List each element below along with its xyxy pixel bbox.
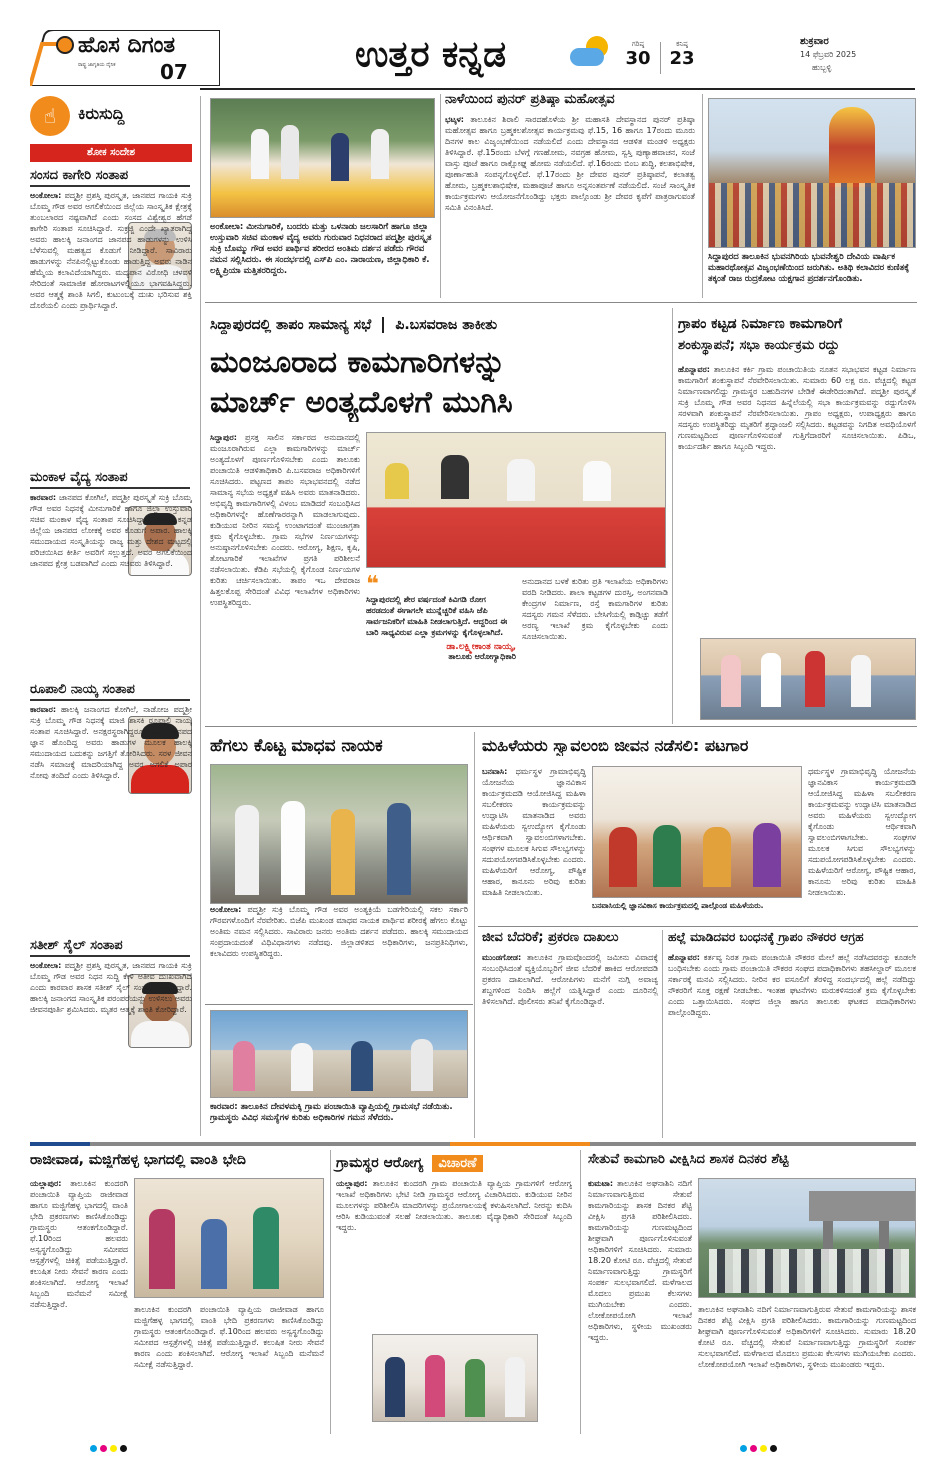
bottom-strip-bar: [30, 1142, 916, 1146]
women-dateline: ಬನವಾಸಿ:: [482, 767, 508, 776]
obituary-dateline-4: ಅಂಕೋಲಾ:: [30, 961, 62, 970]
assault-dateline: ಹೊನ್ನಾವರ:: [668, 953, 700, 962]
lead-headline-2: ಮಾರ್ಚ್ ಅಂತ್ಯದೊಳಗೆ ಮುಗಿಸಿ: [210, 385, 513, 420]
grapam-headline-2: ಶಂಕುಸ್ಥಾಪನೆ; ಸಭಾ ಕಾರ್ಯಕ್ರಮ ರದ್ದು: [678, 338, 840, 353]
story-title-festival: ನಾಳೆಯಿಂದ ಪುನರ್ ಪ್ರತಿಷ್ಠಾ ಮಹೋತ್ಸವ: [445, 92, 615, 107]
assault-title: ಹಲ್ಲೆ ಮಾಡಿದವರ ಬಂಧನಕ್ಕೆ ಗ್ರಾಪಂ ನೌಕರರ ಆಗ್ರಹ: [668, 930, 864, 944]
assault-text: [668, 952, 916, 1138]
gramsabha-rule: [205, 1004, 473, 1005]
brand-block: [30, 30, 220, 86]
threat-title: ಜೀವ ಬೆದರಿಕೆ; ಪ್ರಕರಣ ದಾಖಲು: [482, 930, 619, 945]
bottom-col1-text-b: [134, 1304, 324, 1432]
assault-body: ಕರ್ತವ್ಯ ನಿರತ ಗ್ರಾಮ ಪಂಚಾಯಿತಿ ನೌಕರರ ಮೇಲೆ ಹಲ್ಲೆ ನಡೆಸಿದವರನ್ನು ಕೂಡಲೇ ಬಂಧಿಸಬೇಕು ಎಂದು ಗ್ರಾಮ ಪಂಚಾಯಿತಿ ನೌಕರರ ಸಂಘದ ಪದಾಧಿಕಾರಿಗಳು ತಹಸೀಲ್ದಾರ್ ಮೂಲಕ ಸರ್ಕಾರಕ್ಕೆ ಮನವಿ ಸಲ್ಲಿಸಿದರು. ನೀರಿನ ಕರ ವಸೂಲಿಗೆ ತೆರಳಿದ್ದ ಸಂದರ್ಭದಲ್ಲಿ ಹಲ್ಲೆ ನಡೆದಿದ್ದು ನೌಕರರಿಗೆ ಸೂಕ್ತ ರಕ್ಷಣೆ ನೀಡಬೇಕು. ಇಂತಹ ಘಟನೆಗಳು ಮರುಕಳಿಸದಂತೆ ಕ್ರಮ ಕೈಗೊಳ್ಳಬೇಕು ಎಂದು ಒತ್ತಾಯಿಸಿದರು. ಸಂಘದ ಜಿಲ್ಲಾ ಹಾಗೂ ತಾಲೂಕು ಘಟಕದ ಪದಾಧಿಕಾರಿಗಳು ಪಾಲ್ಗೊಂಡಿದ್ದರು.: [668, 953, 916, 1017]
bottom-col3-body-cont: ತಾಲೂಕಿನ ಅಘನಾಶಿನಿ ನದಿಗೆ ನಿರ್ಮಾಣವಾಗುತ್ತಿರುವ ಸೇತುವೆ ಕಾಮಗಾರಿಯನ್ನು ಶಾಸಕ ದಿನಕರ ಶೆಟ್ಟಿ ವೀಕ್ಷಿಸಿ ಪ್ರಗತಿ ಪರಿಶೀಲಿಸಿದರು. ಕಾಮಗಾರಿಯನ್ನು ಗುಣಮಟ್ಟದಿಂದ ಶೀಘ್ರವಾಗಿ ಪೂರ್ಣಗೊಳಿಸುವಂತೆ ಅಧಿಕಾರಿಗಳಿಗೆ ಸೂಚಿಸಿದರು. ಸುಮಾರು 18.20 ಕೋಟಿ ರೂ. ವೆಚ್ಚದಲ್ಲಿ ಸೇತುವೆ ನಿರ್ಮಾಣವಾಗುತ್ತಿದ್ದು ಗ್ರಾಮಸ್ಥರಿಗೆ ಸಂಪರ್ಕ ಸುಲಭವಾಗಲಿದೆ. ಮಳೆಗಾಲದ ಮೊದಲು ಪ್ರಮುಖ ಕೆಲಸಗಳು ಮುಗಿಯಬೇಕು ಎಂದರು. ಲೋಕೋಪಯೋಗಿ ಇಲಾಖೆ ಅಧಿಕಾರಿಗಳು, ಸ್ಥಳೀಯ ಮುಖಂಡರು ಇದ್ದರು.: [698, 1305, 916, 1369]
tribute-photo: [210, 98, 435, 218]
health-visit-photo: [372, 1334, 538, 1422]
mid-rule: [205, 726, 917, 727]
obituary-dateline-3: ಕಾರವಾರ:: [30, 705, 57, 714]
bottom-col3-text: [588, 1178, 692, 1432]
women-body: ಧರ್ಮಸ್ಥಳ ಗ್ರಾಮಾಭಿವೃದ್ಧಿ ಯೋಜನೆಯ ಜ್ಞಾನವಿಕಾಸ ಕಾರ್ಯಕ್ರಮದಡಿ ಆಯೋಜಿಸಿದ್ದ ಮಹಿಳಾ ಸಬಲೀಕರಣ ಕಾರ್ಯಕ್ರಮವನ್ನು ಉದ್ಘಾಟಿಸಿ ಮಾತನಾಡಿದ ಅವರು ಮಹಿಳೆಯರು ಸ್ವಉದ್ಯೋಗ ಕೈಗೊಂಡು ಆರ್ಥಿಕವಾಗಿ ಸ್ವಾವಲಂಬಿಗಳಾಗಬೇಕು. ಸಂಘಗಳ ಮೂಲಕ ಸಿಗುವ ಸೌಲಭ್ಯಗಳನ್ನು ಸದುಪಯೋಗಪಡಿಸಿಕೊಳ್ಳಬೇಕು ಎಂದರು. ಮಹಿಳೆಯರಿಗೆ ಆರೋಗ್ಯ, ಪೌಷ್ಟಿಕ ಆಹಾರ, ಕಾನೂನು ಅರಿವು ಕುರಿತು ಮಾಹಿತಿ ನೀಡಲಾಯಿತು.: [482, 767, 586, 897]
funeral-photo: [210, 764, 468, 904]
threat-dateline: ಮುಂಡಗೋಡ:: [482, 953, 522, 962]
madhava-dateline: ಅಂಕೋಲಾ:: [210, 905, 242, 914]
grapam-body: ತಾಲೂಕಿನ ಕರ್ಕಿ ಗ್ರಾಮ ಪಂಚಾಯಿತಿಯ ನೂತನ ಸಭಾಭವನ ಕಟ್ಟಡ ನಿರ್ಮಾಣ ಕಾಮಗಾರಿಗೆ ಶಂಕುಸ್ಥಾಪನೆ ನೆರವೇರಿಸಲಾಯಿತು. ಸುಮಾರು 60 ಲಕ್ಷ ರೂ. ವೆಚ್ಚದಲ್ಲಿ ಕಟ್ಟಡ ನಿರ್ಮಾಣವಾಗಲಿದ್ದು ಗ್ರಾಮಸ್ಥರ ಬಹುದಿನಗಳ ಬೇಡಿಕೆ ಈಡೇರಿದಂತಾಗಿದೆ. ಪದ್ಮಶ್ರೀ ಪುರಸ್ಕೃತೆ ಸುಕ್ರಿ ಬೊಮ್ಮ ಗೌಡ ಅವರ ನಿಧನದ ಹಿನ್ನೆಲೆಯಲ್ಲಿ ಸಭಾ ಕಾರ್ಯಕ್ರಮವನ್ನು ರದ್ದುಗೊಳಿಸಿ ಸರಳವಾಗಿ ಶಂಕುಸ್ಥಾಪನೆ ನೆರವೇರಿಸಲಾಯಿತು. ಗ್ರಾಪಂ ಅಧ್ಯಕ್ಷರು, ಉಪಾಧ್ಯಕ್ಷರು ಹಾಗೂ ಸದಸ್ಯರು ಉಪಸ್ಥಿತರಿದ್ದು ಮೃತರಿಗೆ ಶ್ರದ್ಧಾಂಜಲಿ ಸಲ್ಲಿಸಿದರು. ಕಟ್ಟಡವನ್ನು ನಿಗದಿತ ಅವಧಿಯೊಳಗೆ ಗುಣಮಟ್ಟದಿಂದ ಪೂರ್ಣಗೊಳಿಸುವಂತೆ ಗುತ್ತಿಗೆದಾರರಿಗೆ ಸೂಚಿಸಲಾಯಿತು. ಪಿಡಿಒ, ಕಾರ್ಯದರ್ಶಿ ಹಾಗೂ ಸಿಬ್ಬಂದಿ ಇದ್ದರು.: [678, 365, 916, 451]
min-temp-block: [664, 40, 700, 76]
madhava-text: [210, 904, 468, 1000]
gramsabha-caption: ಕಾರವಾರ: ತಾಲೂಕಿನ ದೇವಳಮಕ್ಕಿ ಗ್ರಾಮ ಪಂಚಾಯಿತಿ ವ್ಯಾಪ್ತಿಯಲ್ಲಿ ಗ್ರಾಮಸಭೆ ನಡೆಯಿತು. ಗ್ರಾಮಸ್ಥರು ವಿವಿಧ ಸಮಸ್ಯೆಗಳ ಕುರಿತು ಅಧಿಕಾರಿಗಳ ಗಮನ ಸೆಳೆದರು.: [210, 1102, 453, 1123]
bottom-divider-2: [580, 1150, 581, 1434]
top-row-rule: [205, 302, 917, 303]
obituary-dateline-1: ಅಂಕೋಲಾ:: [30, 191, 62, 200]
bottom-col3-dateline: ಕುಮಟಾ:: [588, 1179, 614, 1188]
date-block: [800, 36, 915, 73]
bottom-col2-title: ಗ್ರಾಮಸ್ಥರ ಆರೋಗ್ಯ: [336, 1155, 424, 1171]
hand-icon: ☝: [30, 96, 70, 136]
foundation-photo: [700, 638, 916, 720]
lead-kicker-right: ಪಿ.ಬಸವರಾಜ ತಾಕೀತು: [395, 317, 498, 333]
obituary-title-3: ರೂಪಾಲಿ ನಾಯ್ಕ ಸಂತಾಪ: [30, 682, 190, 701]
madhava-body: ಪದ್ಮಶ್ರೀ ಸುಕ್ರಿ ಬೊಮ್ಮ ಗೌಡ ಅವರ ಅಂತ್ಯಕ್ರಿಯೆ ಬಡಗೇರಿಯಲ್ಲಿ ಸಕಲ ಸರ್ಕಾರಿ ಗೌರವಗಳೊಂದಿಗೆ ನೆರವೇರಿತು. ಬಿಜೆಪಿ ಮುಖಂಡ ಮಾಧವ ನಾಯಕ ಪಾರ್ಥಿವ ಶರೀರಕ್ಕೆ ಹೆಗಲು ಕೊಟ್ಟು ಅಂತಿಮ ನಮನ ಸಲ್ಲಿಸಿದರು. ಸಾವಿರಾರು ಜನರು ಅಂತಿಮ ದರ್ಶನ ಪಡೆದರು. ಹಾಲಕ್ಕಿ ಸಮುದಾಯದ ಸಂಪ್ರದಾಯದಂತೆ ವಿಧಿವಿಧಾನಗಳು ನಡೆದವು. ಜಿಲ್ಲಾಡಳಿತದ ಅಧಿಕಾರಿಗಳು, ಜನಪ್ರತಿನಿಧಿಗಳು, ಕಲಾವಿದರು ಉಪಸ್ಥಿತರಿದ್ದರು.: [210, 905, 468, 958]
women-photo: [592, 766, 802, 898]
temp-divider: [660, 42, 661, 74]
threat-divider: [662, 930, 663, 1138]
quote-box: [366, 572, 516, 718]
kicker-separator: [382, 317, 384, 333]
obituary-title-4: ಸತೀಶ್ ಸೈಲ್ ಸಂತಾಪ: [30, 938, 190, 957]
sidebar-header: [30, 96, 192, 140]
weather-icon: [570, 36, 612, 70]
lead-divider: [672, 308, 673, 724]
page-number: 07: [160, 60, 188, 84]
city: ಹುಬ್ಬಳ್ಳಿ: [812, 63, 832, 72]
brand-name: ಹೊಸ ದಿಗಂತ: [78, 33, 176, 58]
max-temp-label: ಗರಿಷ್ಠ: [631, 40, 645, 48]
threat-body: ತಾಲೂಕಿನ ಗ್ರಾಮವೊಂದರಲ್ಲಿ ಜಮೀನು ವಿವಾದಕ್ಕೆ ಸಂಬಂಧಿಸಿದಂತೆ ವ್ಯಕ್ತಿಯೊಬ್ಬರಿಗೆ ಜೀವ ಬೆದರಿಕೆ ಹಾಕಿದ ಆರೋಪದಡಿ ಪ್ರಕರಣ ದಾಖಲಾಗಿದೆ. ಆರೋಪಿಗಳು ಮನೆಗೆ ನುಗ್ಗಿ ಅವಾಚ್ಯ ಶಬ್ದಗಳಿಂದ ನಿಂದಿಸಿ ಹಲ್ಲೆಗೆ ಯತ್ನಿಸಿದ್ದಾರೆ ಎಂದು ದೂರಿನಲ್ಲಿ ತಿಳಿಸಲಾಗಿದೆ. ಪೊಲೀಸರು ತನಿಖೆ ಕೈಗೊಂಡಿದ್ದಾರೆ.: [482, 953, 658, 1006]
bottom-col1-text: [30, 1178, 128, 1432]
obituary-text-4: [30, 960, 192, 1136]
bottom-col1-body: ತಾಲೂಕಿನ ಕುಂದರಗಿ ಪಂಚಾಯಿತಿ ವ್ಯಾಪ್ತಿಯ ರಾಜೀವಾಡ ಹಾಗೂ ಮಜ್ಜಿಗೆಹಳ್ಳ ಭಾಗದಲ್ಲಿ ವಾಂತಿ ಭೇದಿ ಪ್ರಕರಣಗಳು ಕಾಣಿಸಿಕೊಂಡಿದ್ದು ಗ್ರಾಮಸ್ಥರು ಆತಂಕಗೊಂಡಿದ್ದಾರೆ. ಫೆ.10ರಿಂದ ಹಲವರು ಅಸ್ವಸ್ಥಗೊಂಡಿದ್ದು ಸಮೀಪದ ಆಸ್ಪತ್ರೆಗಳಲ್ಲಿ ಚಿಕಿತ್ಸೆ ಪಡೆಯುತ್ತಿದ್ದಾರೆ. ಕಲುಷಿತ ನೀರು ಸೇವನೆ ಕಾರಣ ಎಂದು ಶಂಕಿಸಲಾಗಿದೆ. ಆರೋಗ್ಯ ಇಲಾಖೆ ಸಿಬ್ಬಂದಿ ಮನೆಮನೆ ಸಮೀಕ್ಷೆ ನಡೆಸುತ್ತಿದ್ದಾರೆ.: [30, 1179, 128, 1309]
sidebar-section-title: ಕಿರುಸುದ್ದಿ: [78, 104, 125, 123]
madhava-title: ಹೆಗಲು ಕೊಟ್ಟ ಮಾಧವ ನಾಯಕ: [210, 736, 383, 756]
obituary-title-1: ಸಂಸದ ಕಾಗೇರಿ ಸಂತಾಪ: [30, 168, 190, 187]
obituary-body-1: ಪದ್ಮಶ್ರೀ ಪ್ರಶಸ್ತಿ ಪುರಸ್ಕೃತ, ಜಾನಪದ ಗಾಯಕಿ ಸುಕ್ರಿ ಬೊಮ್ಮ ಗೌಡ ಅವರ ಅಗಲಿಕೆಯಿಂದ ಜಿಲ್ಲೆಯ ಸಾಂಸ್ಕೃತಿಕ ಕ್ಷೇತ್ರಕ್ಕೆ ತುಂಬಲಾರದ ನಷ್ಟವಾಗಿದೆ ಎಂದು ಸಂಸದ ವಿಶ್ವೇಶ್ವರ ಹೆಗಡೆ ಕಾಗೇರಿ ಸಂತಾಪ ಸೂಚಿಸಿದ್ದಾರೆ. ಸುಕ್ರಜ್ಜಿ ಎಂದೇ ಖ್ಯಾತರಾಗಿದ್ದ ಅವರು ಹಾಲಕ್ಕಿ ಜನಾಂಗದ ಜಾನಪದ ಹಾಡುಗಳನ್ನು ಉಳಿಸಿ ಬೆಳೆಸುವಲ್ಲಿ ಮಹತ್ವದ ಕೊಡುಗೆ ನೀಡಿದ್ದಾರೆ. ಸಾವಿರಾರು ಹಾಡುಗಳನ್ನು ನೆನಪಿನಲ್ಲಿಟ್ಟುಕೊಂಡು ಹಾಡುತ್ತಿದ್ದ ಅವರು ನಾಡಿನ ಹೆಮ್ಮೆಯ ಕಲಾವಿದೆಯಾಗಿದ್ದರು. ಮದ್ಯಪಾನ ವಿರೋಧಿ ಚಳವಳಿ ಸೇರಿದಂತೆ ಸಾಮಾಜಿಕ ಹೋರಾಟಗಳಲ್ಲಿಯೂ ಭಾಗವಹಿಸಿದ್ದರು. ಅವರ ಆತ್ಮಕ್ಕೆ ಶಾಂತಿ ಸಿಗಲಿ, ಕುಟುಂಬಕ್ಕೆ ದುಃಖ ಭರಿಸುವ ಶಕ್ತಿ ದೊರೆಯಲಿ ಎಂದು ಪ್ರಾರ್ಥಿಸಿದ್ದಾರೆ.: [30, 191, 192, 310]
bottom-col2-text: [336, 1178, 572, 1328]
lead-text-col3: [522, 576, 668, 718]
quote-text: ಸಿದ್ದಾಪುರದಲ್ಲಿ ಶೇರ ವರ್ಷದಂತೆ ಕಿವಿಗಡಿ ರೋಗ ಹರಡದಂತೆ ಈಗಾಗಲೇ ಮುನ್ನೆಚ್ಚರಿಕೆ ವಹಿಸಿ ಜೆಪಿ ಸಾರ್ವಜನಿಕರಿಗೆ ಮಾಹಿತಿ ನೀಡಲಾಗುತ್ತಿದೆ. ಆದ್ದರಿಂದ ಈ ಬಾರಿ ಸಾಧ್ಯವಿರುವ ಎಲ್ಲಾ ಕ್ರಮಗಳನ್ನು ಕೈಗೊಳ್ಳಲಾಗಿದೆ.: [366, 595, 508, 637]
bottom-col1-title: ರಾಜೀವಾಡ, ಮಜ್ಜಿಗೆಹಳ್ಳ ಭಾಗದಲ್ಲಿ ವಾಂತಿ ಭೇದಿ: [30, 1152, 246, 1168]
bottom-col2-dateline: ಯಲ್ಲಾಪುರ:: [336, 1179, 368, 1188]
lead-body-2: ಅನುದಾನದ ಬಳಕೆ ಕುರಿತು ಪ್ರತಿ ಇಲಾಖೆಯ ಅಧಿಕಾರಿಗಳು ವರದಿ ನೀಡಿದರು. ಶಾಲಾ ಕಟ್ಟಡಗಳ ದುರಸ್ತಿ, ಅಂಗನವಾಡಿ ಕೇಂದ್ರಗಳ ನಿರ್ಮಾಣ, ರಸ್ತೆ ಕಾಮಗಾರಿಗಳ ಕುರಿತು ಸದಸ್ಯರು ಗಮನ ಸೆಳೆದರು. ಬೇಸಿಗೆಯಲ್ಲಿ ಕಾಡ್ಗಿಚ್ಚು ತಡೆಗೆ ಅರಣ್ಯ ಇಲಾಖೆ ಕ್ರಮ ಕೈಗೊಳ್ಳಬೇಕು ಎಂದು ಸೂಚಿಸಲಾಯಿತು.: [522, 577, 668, 641]
edition-title: ಉತ್ತರ ಕನ್ನಡ: [355, 34, 507, 75]
date: 14 ಫೆಬ್ರವರಿ 2025: [800, 50, 857, 59]
max-temp-value: 30: [625, 48, 651, 69]
quote-icon: ❝: [366, 572, 379, 597]
top-divider-2: [702, 94, 703, 298]
women-title: ಮಹಿಳೆಯರು ಸ್ವಾವಲಂಬಿ ಜೀವನ ನಡೆಸಲಿ: ಪಟಗಾರ: [482, 736, 749, 755]
threat-text: [482, 952, 658, 1138]
obituary-text-1: [30, 190, 192, 468]
chariot-caption: ಸಿದ್ದಾಪುರದ ತಾಲೂಕಿನ ಭುವನಗಿರಿಯ ಭುವನೇಶ್ವರಿ ದೇವಿಯ ವಾರ್ಷಿಕ ಮಹಾರಥೋತ್ಸವ ವಿಜೃಂಭಣೆಯಿಂದ ಜರುಗಿತು. ಅತಿಥಿ ಕಲಾವಿದರ ಕುಣಿತಕ್ಕೆ ತಕ್ಕಂತೆ ರಾಜ ರುದ್ರಕೋಟ ಯಕ್ಷಗಾನ ಪ್ರದರ್ಶನಗೊಂಡಿತು.: [708, 252, 910, 284]
bottom-col1-dateline: ಯಲ್ಲಾಪುರ:: [30, 1179, 62, 1188]
obituary-body-2: ಜಾನಪದ ಕೋಗಿಲೆ, ಪದ್ಮಶ್ರೀ ಪುರಸ್ಕೃತೆ ಸುಕ್ರಿ ಬೊಮ್ಮ ಗೌಡ ಅವರ ನಿಧನಕ್ಕೆ ಮೀನುಗಾರಿಕೆ ಹಾಗೂ ಜಿಲ್ಲಾ ಉಸ್ತುವಾರಿ ಸಚಿವ ಮಂಕಾಳ ವೈದ್ಯ ಸಂತಾಪ ಸೂಚಿಸಿದ್ದಾರೆ. ಉತ್ತರ ಕನ್ನಡ ಜಿಲ್ಲೆಯ ಜಾನಪದ ಲೋಕಕ್ಕೆ ಅವರ ಕೊಡುಗೆ ಅಪಾರ. ಹಾಲಕ್ಕಿ ಸಮುದಾಯದ ಸಂಸ್ಕೃತಿಯನ್ನು ರಾಜ್ಯ ಮತ್ತು ದೇಶದ ಮಟ್ಟದಲ್ಲಿ ಪರಿಚಯಿಸಿದ ಕೀರ್ತಿ ಅವರಿಗೆ ಸಲ್ಲುತ್ತದೆ. ಅವರ ಅಗಲಿಕೆಯಿಂದ ಜಾನಪದ ಕ್ಷೇತ್ರ ಬಡವಾಗಿದೆ ಎಂದು ಸಚಿವರು ತಿಳಿಸಿದ್ದಾರೆ.: [30, 493, 192, 568]
masthead-rule: [200, 88, 915, 90]
meeting-photo: [366, 432, 666, 568]
bottom-divider-1: [330, 1150, 331, 1434]
weekday: ಶುಕ್ರವಾರ: [800, 36, 829, 47]
gramsabha-photo: [210, 1010, 468, 1098]
obituary-text-3: [30, 704, 192, 936]
festival-dateline: ಭಟ್ಕಳ:: [445, 115, 464, 124]
lead-headline-1: ಮಂಜೂರಾದ ಕಾಮಗಾರಿಗಳನ್ನು: [210, 345, 506, 380]
bottom-col2-header: [336, 1152, 576, 1174]
madhava-divider: [474, 732, 475, 1138]
max-temp-block: [620, 40, 656, 76]
tribute-caption: ಅಂಕೋಲಾ: ಮೀನುಗಾರಿಕೆ, ಬಂದರು ಮತ್ತು ಒಳನಾಡು ಜಲಸಾರಿಗೆ ಹಾಗೂ ಜಿಲ್ಲಾ ಉಸ್ತುವಾರಿ ಸಚಿವ ಮಂಕಾಳ ವೈದ್ಯ ಅವರು ಗುರುವಾರ ನಿಧನರಾದ ಪದ್ಮಶ್ರೀ ಪುರಸ್ಕೃತ ಸುಕ್ರಿ ಬೊಮ್ಮು ಗೌಡ ಅವರ ಪಾರ್ಥಿವ ಶರೀರದ ಅಂತಿಮ ದರ್ಶನ ಪಡೆದು ಗೌರವ ನಮನ ಸಲ್ಲಿಸಿದರು. ಈ ಸಂದರ್ಭದಲ್ಲಿ ಎಸ್‌ಪಿ ಎಂ. ನಾರಾಯಣ, ಜಿಲ್ಲಾಧಿಕಾರಿ ಕೆ. ಲಕ್ಷ್ಮಿಪ್ರಿಯಾ ಮತ್ತಿತರರಿದ್ದರು.: [210, 222, 432, 276]
obituary-dateline-2: ಕಾರವಾರ:: [30, 493, 57, 502]
bridge-photo: [698, 1178, 916, 1298]
bottom-col3-body: ತಾಲೂಕಿನ ಅಘನಾಶಿನಿ ನದಿಗೆ ನಿರ್ಮಾಣವಾಗುತ್ತಿರುವ ಸೇತುವೆ ಕಾಮಗಾರಿಯನ್ನು ಶಾಸಕ ದಿನಕರ ಶೆಟ್ಟಿ ವೀಕ್ಷಿಸಿ ಪ್ರಗತಿ ಪರಿಶೀಲಿಸಿದರು. ಕಾಮಗಾರಿಯನ್ನು ಗುಣಮಟ್ಟದಿಂದ ಶೀಘ್ರವಾಗಿ ಪೂರ್ಣಗೊಳಿಸುವಂತೆ ಅಧಿಕಾರಿಗಳಿಗೆ ಸೂಚಿಸಿದರು. ಸುಮಾರು 18.20 ಕೋಟಿ ರೂ. ವೆಚ್ಚದಲ್ಲಿ ಸೇತುವೆ ನಿರ್ಮಾಣವಾಗುತ್ತಿದ್ದು ಗ್ರಾಮಸ್ಥರಿಗೆ ಸಂಪರ್ಕ ಸುಲಭವಾಗಲಿದೆ. ಮಳೆಗಾಲದ ಮೊದಲು ಪ್ರಮುಖ ಕೆಲಸಗಳು ಮುಗಿಯಬೇಕು ಎಂದರು. ಲೋಕೋಪಯೋಗಿ ಇಲಾಖೆ ಅಧಿಕಾರಿಗಳು, ಸ್ಥಳೀಯ ಮುಖಂಡರು ಇದ್ದರು.: [588, 1179, 692, 1342]
obituary-text-2: [30, 492, 192, 678]
bottom-col3-text-b: [698, 1304, 916, 1432]
min-temp-value: 23: [669, 48, 695, 69]
lead-kicker-left: ಸಿದ್ದಾಪುರದಲ್ಲಿ ತಾಪಂ ಸಾಮಾನ್ಯ ಸಭೆ: [210, 317, 372, 333]
sidebar-divider: [200, 96, 201, 1136]
bottom-col2-tag: ವಿಚಾರಣೆ: [432, 1155, 482, 1172]
bottom-col2-body: ತಾಲೂಕಿನ ಕುಂದರಗಿ ಗ್ರಾಮ ಪಂಚಾಯಿತಿ ವ್ಯಾಪ್ತಿಯ ಗ್ರಾಮಗಳಿಗೆ ಆರೋಗ್ಯ ಇಲಾಖೆ ಅಧಿಕಾರಿಗಳು ಭೇಟಿ ನೀಡಿ ಗ್ರಾಮಸ್ಥರ ಆರೋಗ್ಯ ವಿಚಾರಿಸಿದರು. ಕುಡಿಯುವ ನೀರಿನ ಮೂಲಗಳನ್ನು ಪರಿಶೀಲಿಸಿ ಮಾದರಿಗಳನ್ನು ಪ್ರಯೋಗಾಲಯಕ್ಕೆ ಕಳುಹಿಸಲಾಗಿದೆ. ನೀರನ್ನು ಕುದಿಸಿ ಆರಿಸಿ ಕುಡಿಯುವಂತೆ ಸಲಹೆ ನೀಡಲಾಯಿತು. ತಾಲೂಕು ವೈದ್ಯಾಧಿಕಾರಿ ಸೇರಿದಂತೆ ಸಿಬ್ಬಂದಿ ಇದ್ದರು.: [336, 1179, 572, 1232]
women-text-col3: [808, 766, 916, 922]
quote-role: ತಾಲೂಕು ಆರೋಗ್ಯಾಧಿಕಾರಿ: [448, 652, 516, 661]
brand-tagline: ರಾಷ್ಟ್ರ ಜಾಗೃತಿಯ ದೈನಿಕ: [78, 62, 116, 68]
quote-name: ಡಾ.ಲಕ್ಷ್ಮೀಕಾಂತ ನಾಯ್ಕ,: [446, 642, 516, 652]
lead-dateline: ಸಿದ್ದಾಪುರ:: [210, 433, 237, 442]
women-text-col1: [482, 766, 586, 906]
festival-body: ತಾಲೂಕಿನ ಶಿರಾಲಿ ಸಾರದಹೊಳೆಯ ಶ್ರೀ ಮಹಾಸತಿ ದೇವಸ್ಥಾನದ ಪುನರ್ ಪ್ರತಿಷ್ಠಾ ಮಹೋತ್ಸವ ಹಾಗೂ ಬ್ರಹ್ಮಕಲಶೋತ್ಸವ ಕಾರ್ಯಕ್ರಮವು ಫೆ.15, 16 ಹಾಗೂ 17ರಂದು ಮೂರು ದಿನಗಳ ಕಾಲ ವಿಜೃಂಭಣೆಯಿಂದ ನಡೆಯಲಿದೆ ಎಂದು ದೇವಸ್ಥಾನದ ಆಡಳಿತ ಮಂಡಳಿ ಅಧ್ಯಕ್ಷರು ತಿಳಿಸಿದ್ದಾರೆ. ಫೆ.15ರಂದು ಬೆಳಗ್ಗೆ ಗಣಹೋಮ, ನವಗ್ರಹ ಹೋಮ, ಸ್ವಸ್ತಿ ಪುಣ್ಯಾಹವಾಚನ, ಸಂಜೆ ವಾಸ್ತು ಪೂಜೆ ಹಾಗೂ ರಾಕ್ಷೋಘ್ನ ಹೋಮ ನಡೆಯಲಿದೆ. ಫೆ.16ರಂದು ಬಿಂಬ ಶುದ್ಧಿ, ಕಲಶಾಭಿಷೇಕ, ಪೂರ್ಣಾಹುತಿ ಸಂಪನ್ನಗೊಳ್ಳಲಿದೆ. ಫೆ.17ರಂದು ಶ್ರೀ ದೇವರ ಪುನರ್ ಪ್ರತಿಷ್ಠಾಪನೆ, ಕಲಾತತ್ವ ಹೋಮ, ಬ್ರಹ್ಮಕಲಶಾಭಿಷೇಕ, ಮಹಾಪೂಜೆ ಹಾಗೂ ಅನ್ನಸಂತರ್ಪಣೆ ನಡೆಯಲಿದೆ. ಸಂಜೆ ಸಾಂಸ್ಕೃತಿಕ ಕಾರ್ಯಕ್ರಮಗಳು ಆಯೋಜನೆಗೊಂಡಿದ್ದು ಭಕ್ತರು ಪಾಲ್ಗೊಂಡು ಶ್ರೀ ದೇವರ ಕೃಪೆಗೆ ಪಾತ್ರರಾಗುವಂತೆ ಸಮಿತಿ ವಿನಂತಿಸಿದೆ.: [445, 115, 695, 212]
bottom-col1-body-cont: ತಾಲೂಕಿನ ಕುಂದರಗಿ ಪಂಚಾಯಿತಿ ವ್ಯಾಪ್ತಿಯ ರಾಜೀವಾಡ ಹಾಗೂ ಮಜ್ಜಿಗೆಹಳ್ಳ ಭಾಗದಲ್ಲಿ ವಾಂತಿ ಭೇದಿ ಪ್ರಕರಣಗಳು ಕಾಣಿಸಿಕೊಂಡಿದ್ದು ಗ್ರಾಮಸ್ಥರು ಆತಂಕಗೊಂಡಿದ್ದಾರೆ. ಫೆ.10ರಿಂದ ಹಲವರು ಅಸ್ವಸ್ಥಗೊಂಡಿದ್ದು ಸಮೀಪದ ಆಸ್ಪತ್ರೆಗಳಲ್ಲಿ ಚಿಕಿತ್ಸೆ ಪಡೆಯುತ್ತಿದ್ದಾರೆ. ಕಲುಷಿತ ನೀರು ಸೇವನೆ ಕಾರಣ ಎಂದು ಶಂಕಿಸಲಾಗಿದೆ. ಆರೋಗ್ಯ ಇಲಾಖೆ ಸಿಬ್ಬಂದಿ ಮನೆಮನೆ ಸಮೀಕ್ಷೆ ನಡೆಸುತ್ತಿದ್ದಾರೆ.: [134, 1305, 324, 1369]
grapam-text: [678, 364, 916, 634]
grapam-headline-1: ಗ್ರಾಪಂ ಕಟ್ಟಡ ನಿರ್ಮಾಣ ಕಾಮಗಾರಿಗೆ: [678, 316, 843, 332]
women-rule: [478, 926, 918, 927]
lead-body: ಪ್ರಸಕ್ತ ಸಾಲಿನ ಸರ್ಕಾರದ ಅನುದಾನದಲ್ಲಿ ಮಂಜೂರಾಗಿರುವ ಎಲ್ಲಾ ಕಾಮಗಾರಿಗಳನ್ನು ಮಾರ್ಚ್ ಅಂತ್ಯದೊಳಗೆ ಪೂರ್ಣಗೊಳಿಸಬೇಕು ಎಂದು ತಾಲೂಕು ಪಂಚಾಯಿತಿ ಆಡಳಿತಾಧಿಕಾರಿ ಪಿ.ಬಸವರಾಜ ಅಧಿಕಾರಿಗಳಿಗೆ ಸೂಚಿಸಿದರು. ಪಟ್ಟಣದ ತಾಪಂ ಸಭಾಭವನದಲ್ಲಿ ನಡೆದ ಸಾಮಾನ್ಯ ಸಭೆಯ ಅಧ್ಯಕ್ಷತೆ ವಹಿಸಿ ಅವರು ಮಾತನಾಡಿದರು. ಅಭಿವೃದ್ಧಿ ಕಾಮಗಾರಿಗಳಲ್ಲಿ ವಿಳಂಬ ಮಾಡಿದರೆ ಸಂಬಂಧಿಸಿದ ಅಧಿಕಾರಿಗಳನ್ನೇ ಹೊಣೆಗಾರರನ್ನಾಗಿ ಮಾಡಲಾಗುವುದು. ಕುಡಿಯುವ ನೀರಿನ ಸಮಸ್ಯೆ ಉಂಟಾಗದಂತೆ ಮುಂಜಾಗ್ರತಾ ಕ್ರಮ ಕೈಗೊಳ್ಳಬೇಕು. ಗ್ರಾಮ ಸಭೆಗಳ ನಿರ್ಣಯಗಳನ್ನು ಅನುಷ್ಠಾನಗೊಳಿಸಬೇಕು ಎಂದರು. ಆರೋಗ್ಯ, ಶಿಕ್ಷಣ, ಕೃಷಿ, ತೋಟಗಾರಿಕೆ ಇಲಾಖೆಗಳ ಪ್ರಗತಿ ಪರಿಶೀಲನೆ ನಡೆಸಲಾಯಿತು. ಕೆಡಿಪಿ ಸಭೆಯಲ್ಲಿ ಕೈಗೊಂಡ ನಿರ್ಣಯಗಳ ಕುರಿತು ಚರ್ಚಿಸಲಾಯಿತು. ತಾಪಂ ಇಒ ದೇವರಾಜ ಹಿತ್ತಲಕೊಪ್ಪ ಸೇರಿದಂತೆ ವಿವಿಧ ಇಲಾಖೆಗಳ ಅಧಿಕಾರಿಗಳು ಉಪಸ್ಥಿತರಿದ್ದರು.: [210, 433, 360, 607]
bottom-col3-title: ಸೇತುವೆ ಕಾಮಗಾರಿ ವೀಕ್ಷಿಸಿದ ಶಾಸಕ ದಿನಕರ ಶೆಟ್ಟಿ: [588, 1152, 789, 1167]
obituary-body-3: ಹಾಲಕ್ಕಿ ಜನಾಂಗದ ಕೋಗಿಲೆ, ನಾಡೋಜ ಪದ್ಮಶ್ರೀ ಸುಕ್ರಿ ಬೊಮ್ಮ ಗೌಡ ನಿಧನಕ್ಕೆ ಮಾಜಿ ಶಾಸಕಿ ರೂಪಾಲಿ ನಾಯ್ಕ ಸಂತಾಪ ಸೂಚಿಸಿದ್ದಾರೆ. ಅನಕ್ಷರಸ್ಥರಾಗಿದ್ದರೂ ಅಪಾರ ಜಾನಪದ ಜ್ಞಾನ ಹೊಂದಿದ್ದ ಅವರು ಹಾಡುಗಳ ಮೂಲಕ ಹಾಲಕ್ಕಿ ಸಮುದಾಯದ ಬದುಕನ್ನು ಜಗತ್ತಿಗೆ ತೋರಿಸಿದರು. ಸರಳ ಜೀವನ ನಡೆಸಿ ಸಮಾಜಕ್ಕೆ ಮಾದರಿಯಾಗಿದ್ದ ಅವರ ಅಗಲಿಕೆ ಅಪಾರ ನೋವು ತಂದಿದೆ ಎಂದು ತಿಳಿಸಿದ್ದಾರೆ.: [30, 705, 192, 780]
print-registration-marks-right: [740, 1445, 777, 1452]
print-registration-marks-left: [90, 1445, 127, 1452]
obituary-banner: ಶೋಕ ಸಂದೇಶ: [30, 144, 192, 162]
women-caption: ಬನವಾಸಿಯಲ್ಲಿ ಜ್ಞಾನವಿಕಾಸ ಕಾರ್ಯಕ್ರಮದಲ್ಲಿ ಪಾಲ್ಗೊಂಡ ಮಹಿಳೆಯರು.: [592, 901, 764, 910]
chariot-photo: [708, 98, 916, 248]
obituary-title-2: ಮಂಕಾಳ ವೈದ್ಯ ಸಂತಾಪ: [30, 470, 190, 489]
grapam-dateline: ಹೊನ್ನಾವರ:: [678, 365, 710, 374]
story-text-festival: [445, 114, 695, 296]
women-body-cont: ಧರ್ಮಸ್ಥಳ ಗ್ರಾಮಾಭಿವೃದ್ಧಿ ಯೋಜನೆಯ ಜ್ಞಾನವಿಕಾಸ ಕಾರ್ಯಕ್ರಮದಡಿ ಆಯೋಜಿಸಿದ್ದ ಮಹಿಳಾ ಸಬಲೀಕರಣ ಕಾರ್ಯಕ್ರಮವನ್ನು ಉದ್ಘಾಟಿಸಿ ಮಾತನಾಡಿದ ಅವರು ಮಹಿಳೆಯರು ಸ್ವಉದ್ಯೋಗ ಕೈಗೊಂಡು ಆರ್ಥಿಕವಾಗಿ ಸ್ವಾವಲಂಬಿಗಳಾಗಬೇಕು. ಸಂಘಗಳ ಮೂಲಕ ಸಿಗುವ ಸೌಲಭ್ಯಗಳನ್ನು ಸದುಪಯೋಗಪಡಿಸಿಕೊಳ್ಳಬೇಕು ಎಂದರು. ಮಹಿಳೆಯರಿಗೆ ಆರೋಗ್ಯ, ಪೌಷ್ಟಿಕ ಆಹಾರ, ಕಾನೂನು ಅರಿವು ಕುರಿತು ಮಾಹಿತಿ ನೀಡಲಾಯಿತು.: [808, 767, 916, 897]
top-divider-1: [440, 94, 441, 298]
lead-kicker: [210, 314, 668, 336]
clinic-photo: [134, 1178, 324, 1298]
lead-text-col1: [210, 432, 360, 718]
min-temp-label: ಕನಿಷ್ಠ: [676, 40, 688, 48]
brand-logo-icon: [56, 36, 74, 54]
obituary-body-4: ಪದ್ಮಶ್ರೀ ಪ್ರಶಸ್ತಿ ಪುರಸ್ಕೃತ, ಜಾನಪದ ಗಾಯಕಿ ಸುಕ್ರಿ ಬೊಮ್ಮ ಗೌಡ ಅವರ ನಿಧನ ಸುದ್ದಿ ಕೇಳಿ ಅತೀವ ದುಃಖವಾಗಿದೆ ಎಂದು ಕಾರವಾರ ಶಾಸಕ ಸತೀಶ್ ಸೈಲ್ ಸಂತಾಪ ಸೂಚಿಸಿದ್ದಾರೆ. ಹಾಲಕ್ಕಿ ಜನಾಂಗದ ಸಾಂಸ್ಕೃತಿಕ ಪರಂಪರೆಯನ್ನು ಉಳಿಸಲು ಅವರು ಜೀವನಪೂರ್ತಿ ಶ್ರಮಿಸಿದರು. ಮೃತರ ಆತ್ಮಕ್ಕೆ ಶಾಂತಿ ಕೋರಿದ್ದಾರೆ.: [30, 961, 192, 1014]
